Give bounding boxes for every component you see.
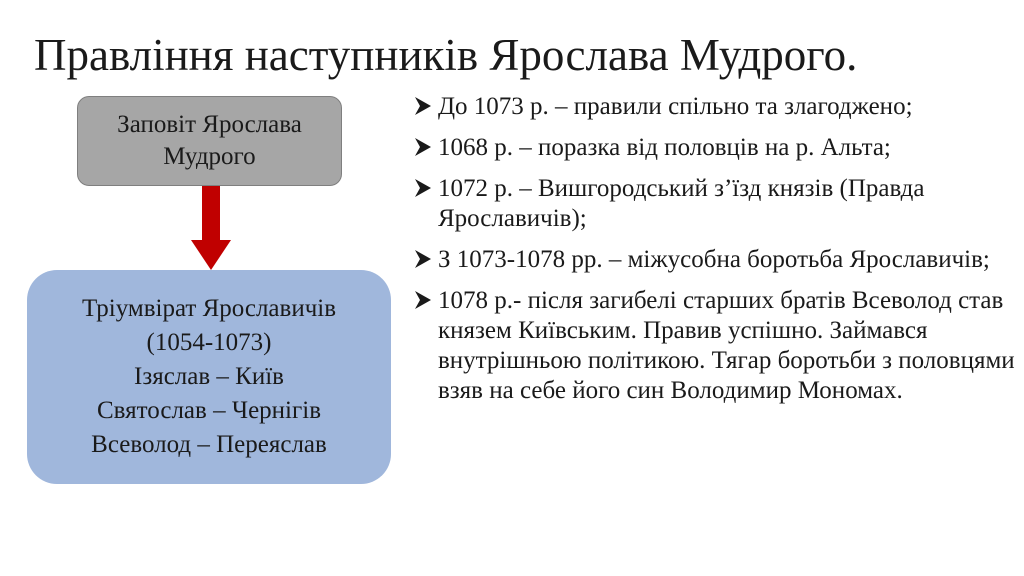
triumvirate-box	[27, 270, 391, 484]
list-item	[410, 133, 1015, 163]
triumvirate-line: Всеволод – Переяслав	[91, 431, 327, 458]
source-box-line: Заповіт Ярослава	[117, 111, 302, 138]
list-item-text: З 1073-1078 рр. – міжусобна боротьба Ярославичів;	[438, 246, 990, 273]
list-item	[410, 245, 1015, 275]
list-item	[410, 286, 1015, 406]
list-item	[410, 92, 1015, 122]
triumvirate-line: Святослав – Чернігів	[96, 397, 321, 424]
list-item-text: До 1073 р. – правили спільно та злагоджено;	[438, 93, 913, 120]
down-arrow-icon	[191, 186, 231, 270]
list-item-text: 1072 р. – Вишгородський з’їзд князів (Правда Ярославичів);	[438, 175, 925, 232]
source-box-line: Мудрого	[163, 143, 256, 170]
slide-title: Правління наступників Ярослава Мудрого.	[34, 30, 858, 80]
triumvirate-line: (1054-1073)	[146, 329, 272, 356]
arrowhead-bullet-icon	[414, 96, 432, 116]
list-item	[410, 174, 1015, 234]
triumvirate-line: Тріумвірат Ярославичів	[81, 295, 337, 322]
list-item-text: 1078 р.- після загибелі старших братів Всеволод став князем Київським. Правив успішно. Займався внутрішньою політикою. Тягар боротьби з половцями взяв на себе його син Володимир Мономах.	[438, 287, 1015, 404]
triumvirate-line: Ізяслав – Київ	[134, 363, 284, 390]
events-list	[410, 92, 1015, 417]
list-item-text: 1068 р. – поразка від половців на р. Альта;	[438, 134, 891, 161]
arrowhead-bullet-icon	[414, 249, 432, 269]
arrowhead-bullet-icon	[414, 137, 432, 157]
source-box	[77, 96, 342, 186]
arrowhead-bullet-icon	[414, 178, 432, 198]
arrowhead-bullet-icon	[414, 290, 432, 310]
